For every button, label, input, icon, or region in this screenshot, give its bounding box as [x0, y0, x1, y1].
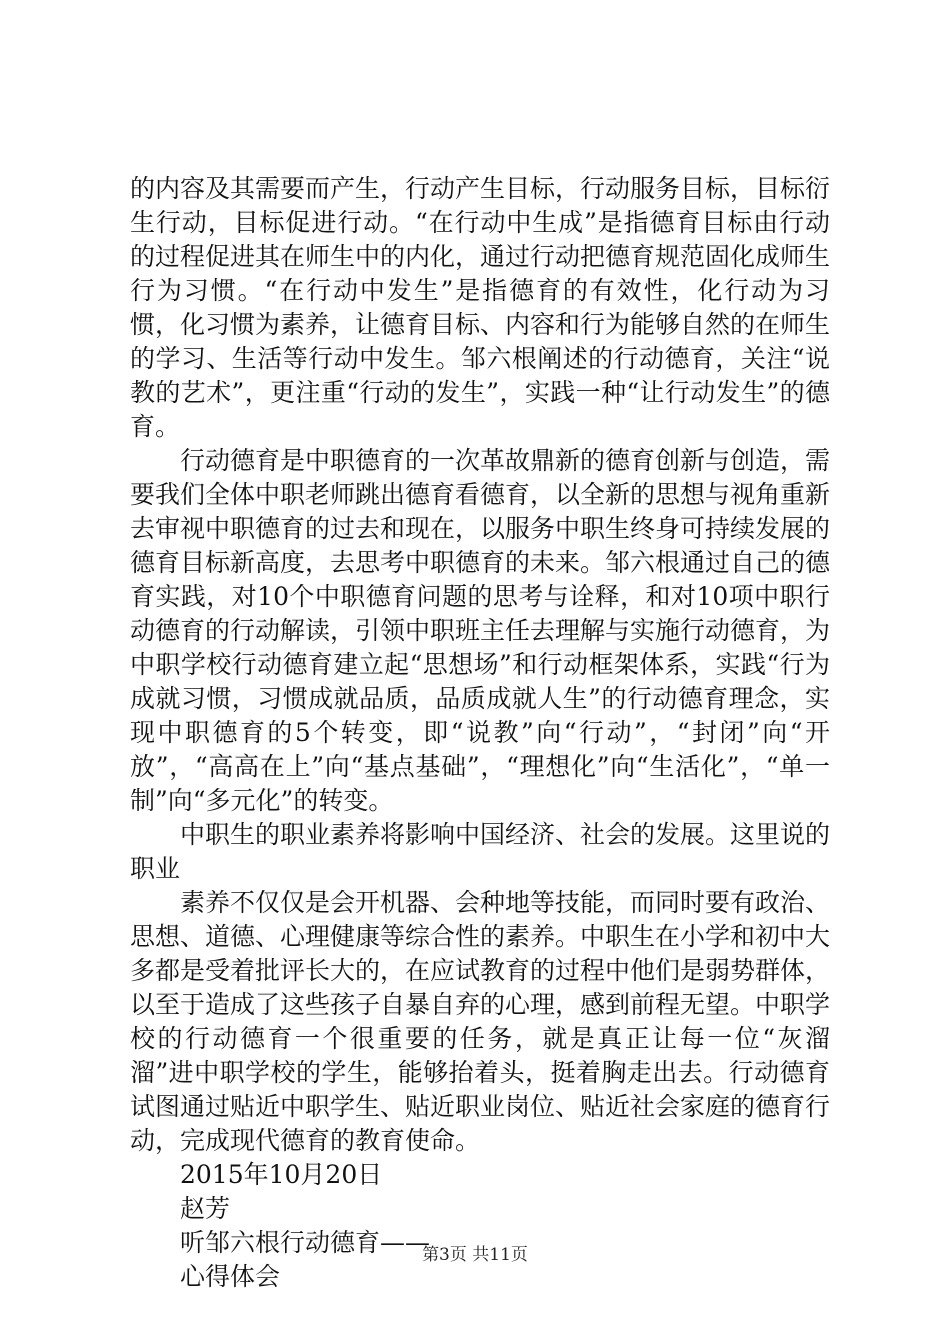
document-body: [130, 172, 830, 1294]
paragraph-4: 素养不仅仅是会开机器、会种地等技能，而同时要有政治、思想、道德、心理健康等综合性的素养。中职生在小学和初中大多都是受着批评长大的，在应试教育的过程中他们是弱势群体，以至于造成了这些孩子自暴自弃的心理，感到前程无望。中职学校的行动德育一个很重要的任务，就是真正让每一位“灰溜溜”进中职学校的学生，能够抬着头，挺着胸走出去。行动德育试图通过贴近中职学生、贴近职业岗位、贴近社会家庭的德育行动，完成现代德育的教育使命。: [130, 888, 831, 1155]
paragraph-1: 的内容及其需要而产生，行动产生目标，行动服务目标，目标衍生行动，目标促进行动。“在行动中生成”是指德育目标由行动的过程促进其在师生中的内化，通过行动把德育规范固化成师生行为习惯。“在行动中发生”是指德育的有效性，化行动为习惯，化习惯为素养，让德育目标、内容和行为能够自然的在师生的学习、生活等行动中发生。邹六根阐述的行动德育，关注“说教的艺术”，更注重“行动的发生”，实践一种“让行动发生”的德育。: [130, 174, 831, 441]
page-number-footer: 第3页 共11页: [422, 1245, 528, 1265]
signature-title-line-1: 听邹六根行动德育——: [180, 1228, 431, 1257]
signature-title-line-2: 心得体会: [180, 1262, 281, 1291]
signature-date: 2015年10月20日: [180, 1160, 383, 1189]
signature-author: 赵芳: [180, 1194, 231, 1223]
paragraph-3: 中职生的职业素养将影响中国经济、社会的发展。这里说的职业: [130, 820, 831, 883]
paragraph-2: 行动德育是中职德育的一次革故鼎新的德育创新与创造，需要我们全体中职老师跳出德育看德育，以全新的思想与视角重新去审视中职德育的过去和现在，以服务中职生终身可持续发展的德育目标新高度，去思考中职德育的未来。邹六根通过自己的德育实践，对10个中职德育问题的思考与诠释，和对10项中职行动德育的行动解读，引领中职班主任去理解与实施行动德育，为中职学校行动德育建立起“思想场”和行动框架体系，实践“行为成就习惯，习惯成就品质，品质成就人生”的行动德育理念，实现中职德育的5个转变，即“说教”向“行动”，“封闭”向“开放”，“高高在上”向“基点基础”，“理想化”向“生活化”，“单一制”向“多元化”的转变。: [130, 446, 831, 815]
